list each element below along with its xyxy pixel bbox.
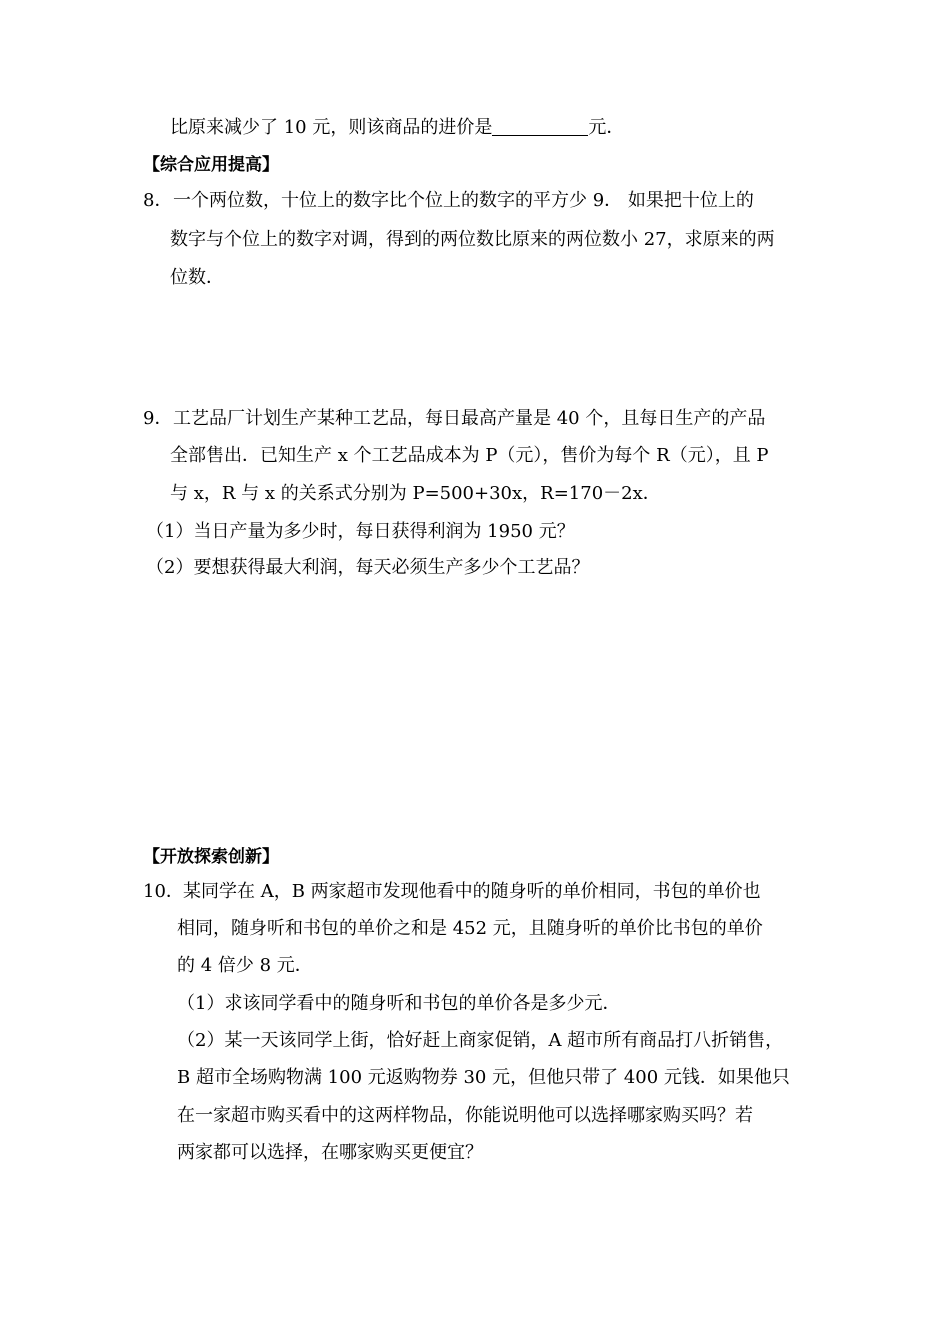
q10-subquestion-1: （1）求该同学看中的随身听和书包的单价各是多少元． (177, 993, 621, 1014)
q10-line-2: 相同，随身听和书包的单价之和是 452 元，且随身听的单价比书包的单价 (177, 918, 763, 939)
q10-subquestion-2-line-2: B 超市全场购物满 100 元返购物券 30 元，但他只带了 400 元钱．如果他只 (177, 1067, 790, 1088)
section-heading-open-exploration: 【开放探索创新】 (143, 847, 279, 867)
q10-number: 10． (143, 881, 184, 902)
q9-line-2: 全部售出．已知生产 x 个工艺品成本为 P（元），售价为每个 R（元），且 P (170, 445, 769, 466)
q8-number: 8． (143, 190, 173, 211)
q10-line-3: 的 4 倍少 8 元． (177, 955, 313, 976)
q10-subquestion-2-line-3: 在一家超市购买看中的这两样物品，你能说明他可以选择哪家购买吗？若 (177, 1105, 753, 1126)
q9-subquestion-1: （1）当日产量为多少时，每日获得利润为 1950 元？ (146, 521, 575, 542)
q10-line-1: 某同学在 A，B 两家超市发现他看中的随身听的单价相同，书包的单价也 (183, 881, 761, 902)
q8-line-1: 一个两位数，十位上的数字比个位上的数字的平方少 9． 如果把十位上的 (173, 190, 754, 211)
q7-text: 比原来减少了 10 元，则该商品的进价是 (170, 117, 493, 138)
q9-subquestion-2: （2）要想获得最大利润，每天必须生产多少个工艺品？ (146, 557, 590, 578)
q10-subquestion-2-line-1: （2）某一天该同学上街，恰好赶上商家促销，A 超市所有商品打八折销售， (177, 1030, 784, 1051)
q10-subquestion-2-line-4: 两家都可以选择，在哪家购买更便宜？ (177, 1142, 483, 1163)
q7-line (170, 116, 624, 140)
q9-line-1: 工艺品厂计划生产某种工艺品，每日最高产量是 40 个，且每日生产的产品 (173, 408, 766, 429)
q7-answer-blank (492, 117, 588, 136)
q7-unit: 元． (588, 117, 625, 138)
q9-number: 9． (143, 408, 173, 429)
q8-line-2: 数字与个位上的数字对调，得到的两位数比原来的两位数小 27，求原来的两 (170, 229, 775, 250)
q8-line-3: 位数． (170, 267, 224, 288)
section-heading-comprehensive: 【综合应用提高】 (143, 155, 279, 175)
q9-line-3: 与 x，R 与 x 的关系式分别为 P=500+30x，R=170－2x． (170, 483, 661, 504)
